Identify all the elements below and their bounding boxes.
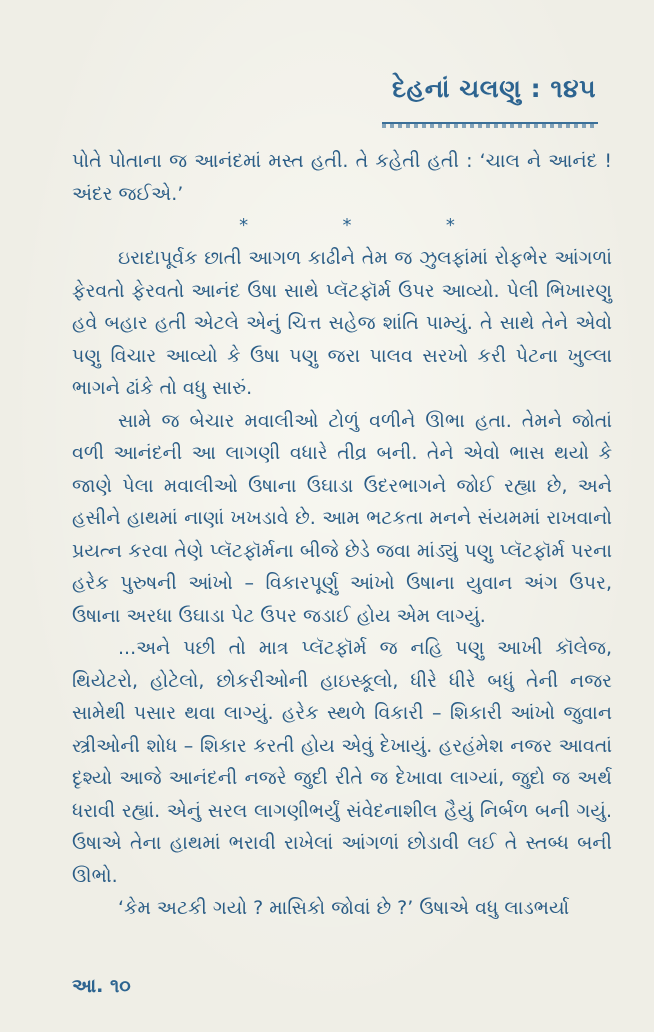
running-header: દેહનાં ચલણુ : ૧૪૫ (392, 74, 596, 103)
paragraph-2: ઇરાદાપૂર્વક છાતી આગળ કાઢીને તેમ જ ઝુલફાંમાં રોફભેર આંગળાં ફેરવતો ફેરવતો આનંદ ઉષા સાથે પ્લૅટફૉર્મ ઉપર આવ્યો. પેલી ભિખારણુ હવે બહાર હતી એટલે એનું ચિત્ત સહેજ શાંતિ પામ્યું. તે સાથે તેને એવો પણુ વિચાર આવ્યો કે ઉષા પણુ જરા પાલવ સરખો કરી પેટના ખુલ્લા ભાગને ઢાંકે તો વધુ સારું. (72, 247, 612, 399)
signature-mark: આ. ૧૦ (72, 975, 131, 997)
header-underline (382, 114, 598, 124)
section-break-star: * (239, 215, 249, 236)
section-break (72, 210, 612, 242)
paragraph-5: ‘કેમ અટકી ગયો ? માસિકો જોવાં છે ?’ ઉષાએ વધુ લાડભર્યા (118, 897, 570, 919)
section-break-star: * (445, 215, 455, 236)
paragraph-1: પોતે પોતાના જ આનંદમાં મસ્ત હતી. તે કહેતી હતી : ‘ચાલ ને આનંદ ! અંદર જઈએ.’ (72, 150, 612, 205)
section-break-star: * (342, 215, 352, 236)
paragraph-3: સામે જ બેચાર મવાલીઓ ટોળું વળીને ઊભા હતા. તેમને જોતાં વળી આનંદની આ લાગણી વધારે તીવ્ર બની. તેને એવો ભાસ થયો કે જાણે પેલા મવાલીઓ ઉષાના ઉઘાડા ઉદરભાગને જોઈ રહ્યા છે, અને હસીને હાથમાં નાણાં ખખડાવે છે. આમ ભટકતા મનને સંયમમાં રાખવાનો પ્રયત્ન કરવા તેણે પ્લૅટફૉર્મના બીજે છેડે જવા માંડ્યું પણુ પ્લૅટફૉર્મ પરના હરેક પુરુષની આંખો – વિકારપૂર્ણુ આંખો ઉષાના યુવાન અંગ ઉપર, ઉષાના અરધા ઉઘાડા પેટ ઉપર જડાઈ હોય એમ લાગ્યું. (72, 409, 612, 627)
page-body (72, 145, 612, 925)
paragraph-4: ...અને પછી તો માત્ર પ્લૅટફૉર્મ જ નહિ પણુ આખી કૉલેજ, થિયેટરો, હોટેલો, છોકરીઓની હાઇસ્કૂલો, ધીરે ધીરે બધું તેની નજર સામેથી પસાર થવા લાગ્યું. હરેક સ્થળે વિકારી – શિકારી આંખો જુવાન સ્ત્રીઓની શોધ – શિકાર કરતી હોય એવું દેખાયું. હરહંમેશ નજર આવતાં દૃશ્યો આજે આનંદની નજરે જુદી રીતે જ દેખાવા લાગ્યાં, જુદો જ અર્થ ધરાવી રહ્યાં. એનું સરલ લાગણીભર્યું સંવેદનાશીલ હૈયું નિર્બળ બની ગયું. ઉષાએ તેના હાથમાં ભરાવી રાખેલાં આંગળાં છોડાવી લઈ તે સ્તબ્ધ બની ઊભો. (72, 637, 612, 887)
